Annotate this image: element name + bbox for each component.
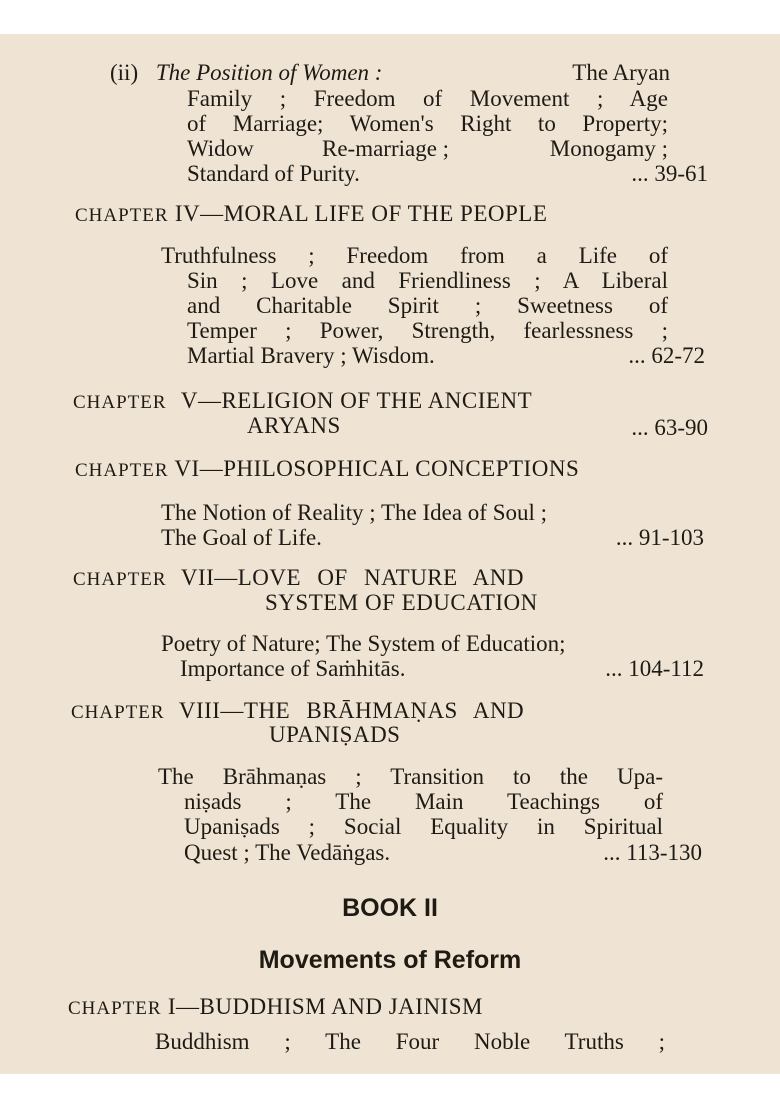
section-ii-word: Monogamy ; xyxy=(549,136,668,161)
chapter-title: I—BUDDHISM AND JAINISM xyxy=(167,994,483,1019)
chapter-content-line: Truthfulness ; Freedom from a Life of xyxy=(161,243,668,268)
chapter-title-continued: UPANIṢADS xyxy=(269,722,401,747)
chapter-content-line: Martial Bravery ; Wisdom. xyxy=(187,343,435,368)
section-ii-word: Re-marriage ; xyxy=(322,136,450,161)
chapter-content-line: The Brāhmaṇas ; Transition to the Upa- xyxy=(158,764,663,789)
section-text: The Aryan xyxy=(572,60,670,85)
page-range: ... 113-130 xyxy=(603,840,702,865)
book-subheading: Movements of Reform xyxy=(258,946,522,974)
section-title: The Position of Women : xyxy=(155,60,383,85)
chapter-content-line: Importance of Saṁhitās. xyxy=(180,656,406,681)
chapter-label: CHAPTER xyxy=(75,205,169,226)
chapter-content-line: The Notion of Reality ; The Idea of Soul ; xyxy=(161,500,548,525)
section-ii-line2: Family ; Freedom of Movement ; Age xyxy=(187,86,668,111)
page-range: ... 63-90 xyxy=(631,415,708,440)
chapter-title: IV—MORAL LIFE OF THE PEOPLE xyxy=(174,201,548,226)
chapter-content-line: Temper ; Power, Strength, fearlessness ; xyxy=(187,318,668,343)
chapter-title: V—RELIGION OF THE ANCIENT xyxy=(180,388,533,413)
page-range: ... 91-103 xyxy=(615,525,704,550)
section-ii-line4 xyxy=(187,136,668,162)
chapter-heading xyxy=(73,388,532,416)
book-heading: BOOK II xyxy=(342,894,438,922)
chapter-content-line: Quest ; The Vedāṅgas. xyxy=(184,840,391,865)
chapter-content-line: Buddhism ; The Four Noble Truths ; xyxy=(155,1029,665,1054)
page-range: ... 39-61 xyxy=(631,161,708,186)
section-ii-line3: of Marriage; Women's Right to Property; xyxy=(187,111,668,136)
chapter-content-line: niṣads ; The Main Teachings of xyxy=(184,789,663,814)
chapter-content-line: and Charitable Spirit ; Sweetness of xyxy=(187,293,668,318)
page-range: ... 104-112 xyxy=(605,656,704,681)
chapter-title: VI—PHILOSOPHICAL CONCEPTIONS xyxy=(174,456,580,481)
chapter-heading xyxy=(68,994,483,1022)
section-ii-line5: Standard of Purity. xyxy=(187,161,360,186)
chapter-content-line: Sin ; Love and Friendliness ; A Liberal xyxy=(187,268,668,293)
section-ii-line1 xyxy=(110,60,670,86)
chapter-title: VIII—THE BRĀHMAṆAS AND xyxy=(178,698,525,723)
chapter-label: CHAPTER xyxy=(73,392,167,413)
section-number: (ii) xyxy=(110,60,139,85)
book-page xyxy=(0,34,780,1074)
chapter-content-line: The Goal of Life. xyxy=(161,525,322,550)
chapter-title-continued: SYSTEM OF EDUCATION xyxy=(265,590,538,615)
chapter-content-line: Upaniṣads ; Social Equality in Spiritual xyxy=(184,814,663,839)
chapter-content-line: Poetry of Nature; The System of Education; xyxy=(161,631,566,656)
chapter-label: CHAPTER xyxy=(71,702,165,723)
chapter-label: CHAPTER xyxy=(73,569,167,590)
chapter-heading xyxy=(73,565,524,593)
chapter-title: VII—LOVE OF NATURE AND xyxy=(180,565,525,590)
chapter-heading xyxy=(75,456,579,484)
chapter-title-continued: ARYANS xyxy=(247,413,341,438)
section-ii-word: Widow xyxy=(187,136,254,161)
page-range: ... 62-72 xyxy=(628,343,705,368)
chapter-label: CHAPTER xyxy=(68,998,162,1019)
chapter-heading xyxy=(75,201,547,229)
chapter-label: CHAPTER xyxy=(75,460,169,481)
